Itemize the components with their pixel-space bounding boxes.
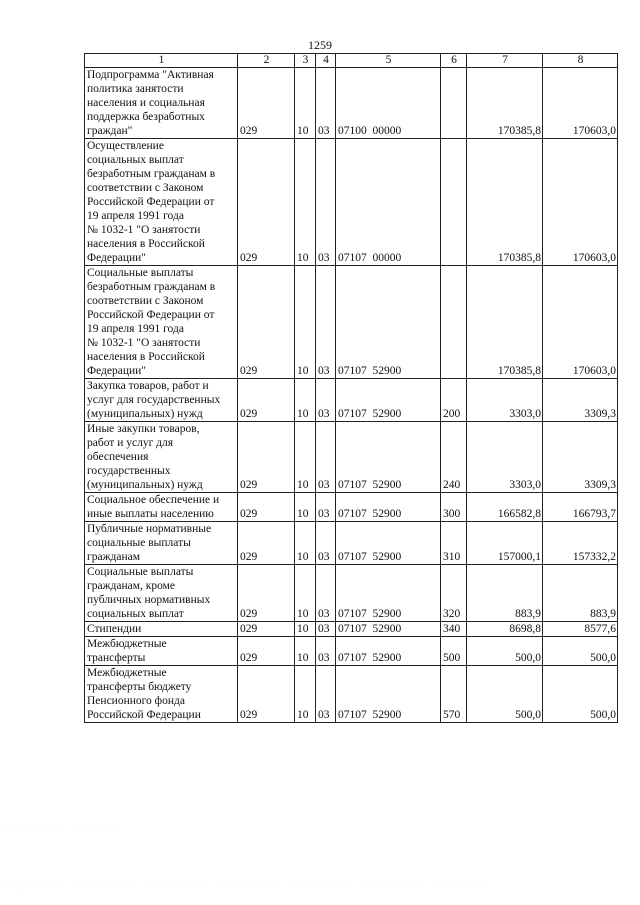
header-cell-6: 6 bbox=[441, 54, 467, 68]
amount-year1-cell: 3303,0 bbox=[467, 379, 543, 422]
target-article-cell: 07107 52900 bbox=[336, 493, 441, 522]
section-code-cell: 10 bbox=[295, 637, 316, 666]
target-article-cell: 07107 52900 bbox=[336, 522, 441, 565]
row-name-line: Подпрограмма "Активная bbox=[87, 69, 214, 81]
row-name-line: Российской Федерации от bbox=[87, 309, 215, 321]
row-name-cell bbox=[85, 379, 238, 422]
target-article-cell: 07107 52900 bbox=[336, 266, 441, 379]
ministry-code-cell: 029 bbox=[238, 139, 295, 266]
header-cell-3: 3 bbox=[295, 54, 316, 68]
row-name-line: № 1032-1 "О занятости bbox=[87, 337, 201, 349]
row-name-line: Осуществление bbox=[87, 140, 164, 152]
row-name-line: трансферты бюджету bbox=[87, 681, 192, 693]
section-code-cell: 10 bbox=[295, 68, 316, 139]
section-code-cell: 10 bbox=[295, 379, 316, 422]
subsection-code-cell: 03 bbox=[316, 379, 336, 422]
table-row bbox=[85, 379, 618, 422]
section-code-cell: 10 bbox=[295, 522, 316, 565]
row-name-line: услуг для государственных bbox=[87, 394, 221, 406]
table-row bbox=[85, 493, 618, 522]
ministry-code-cell: 029 bbox=[238, 493, 295, 522]
amount-year2-cell: 170603,0 bbox=[543, 266, 618, 379]
scan-noise-top: . . . . . . . . . . . . . . bbox=[0, 822, 122, 828]
row-name-line: Иные закупки товаров, bbox=[87, 423, 200, 435]
target-article-cell: 07107 52900 bbox=[336, 637, 441, 666]
row-name-line: политика занятости bbox=[87, 83, 184, 95]
row-name-line: Пенсионного фонда bbox=[87, 695, 185, 707]
table-row bbox=[85, 422, 618, 493]
row-name-line: Публичные нормативные bbox=[87, 523, 212, 535]
amount-year2-cell: 500,0 bbox=[543, 637, 618, 666]
amount-year1-cell: 500,0 bbox=[467, 637, 543, 666]
ministry-code-cell: 029 bbox=[238, 637, 295, 666]
row-name-cell bbox=[85, 68, 238, 139]
row-name-line: гражданам, кроме bbox=[87, 580, 176, 592]
row-name-line: соответствии с Законом bbox=[87, 295, 204, 307]
row-name-line: соответствии с Законом bbox=[87, 182, 204, 194]
row-name-line: Федерации" bbox=[87, 365, 147, 377]
subsection-code-cell: 03 bbox=[316, 68, 336, 139]
amount-year2-cell: 170603,0 bbox=[543, 68, 618, 139]
target-article-cell: 07100 00000 bbox=[336, 68, 441, 139]
subsection-code-cell: 03 bbox=[316, 637, 336, 666]
header-cell-5: 5 bbox=[336, 54, 441, 68]
amount-year2-cell: 3309,3 bbox=[543, 422, 618, 493]
row-name-cell bbox=[85, 266, 238, 379]
row-name-cell bbox=[85, 139, 238, 266]
row-name-cell bbox=[85, 666, 238, 723]
row-name-line: Российской Федерации от bbox=[87, 196, 215, 208]
amount-year1-cell: 157000,1 bbox=[467, 522, 543, 565]
expense-type-cell: 240 bbox=[441, 422, 467, 493]
header-cell-8: 8 bbox=[543, 54, 618, 68]
header-cell-7: 7 bbox=[467, 54, 543, 68]
page-number: 1259 bbox=[308, 38, 332, 52]
expense-type-cell: 500 bbox=[441, 637, 467, 666]
row-name-line: Межбюджетные bbox=[87, 667, 167, 679]
row-name-cell bbox=[85, 522, 238, 565]
row-name-line: поддержка безработных bbox=[87, 111, 205, 123]
ministry-code-cell: 029 bbox=[238, 68, 295, 139]
section-code-cell: 10 bbox=[295, 565, 316, 622]
row-name-line: Закупка товаров, работ и bbox=[87, 380, 209, 392]
row-name-line: № 1032-1 "О занятости bbox=[87, 224, 201, 236]
table-row bbox=[85, 666, 618, 723]
budget-table bbox=[84, 53, 618, 723]
amount-year1-cell: 170385,8 bbox=[467, 266, 543, 379]
row-name-line: 19 апреля 1991 года bbox=[87, 210, 184, 222]
row-name-line: Стипендии bbox=[87, 623, 142, 635]
ministry-code-cell: 029 bbox=[238, 379, 295, 422]
expense-type-cell bbox=[441, 266, 467, 379]
row-name-line: населения в Российской bbox=[87, 351, 205, 363]
row-name-line: иные выплаты населению bbox=[87, 508, 214, 520]
target-article-cell: 07107 52900 bbox=[336, 422, 441, 493]
amount-year1-cell: 500,0 bbox=[467, 666, 543, 723]
ministry-code-cell: 029 bbox=[238, 622, 295, 637]
row-name-line: (муниципальных) нужд bbox=[87, 479, 203, 491]
row-name-line: Социальные выплаты bbox=[87, 267, 194, 279]
header-row bbox=[85, 54, 618, 68]
ministry-code-cell: 029 bbox=[238, 666, 295, 723]
target-article-cell: 07107 52900 bbox=[336, 666, 441, 723]
row-name-line: населения и социальная bbox=[87, 97, 205, 109]
subsection-code-cell: 03 bbox=[316, 522, 336, 565]
row-name-line: социальные выплаты bbox=[87, 537, 191, 549]
amount-year1-cell: 166582,8 bbox=[467, 493, 543, 522]
subsection-code-cell: 03 bbox=[316, 622, 336, 637]
row-name-cell bbox=[85, 565, 238, 622]
ministry-code-cell: 029 bbox=[238, 266, 295, 379]
row-name-line: гражданам bbox=[87, 551, 141, 563]
row-name-line: трансферты bbox=[87, 652, 146, 664]
row-name-line: работ и услуг для bbox=[87, 437, 174, 449]
row-name-line: Межбюджетные bbox=[87, 638, 167, 650]
expense-type-cell: 340 bbox=[441, 622, 467, 637]
target-article-cell: 07107 52900 bbox=[336, 622, 441, 637]
table-row bbox=[85, 68, 618, 139]
amount-year1-cell: 170385,8 bbox=[467, 68, 543, 139]
target-article-cell: 07107 52900 bbox=[336, 565, 441, 622]
row-name-cell bbox=[85, 422, 238, 493]
amount-year2-cell: 170603,0 bbox=[543, 139, 618, 266]
expense-type-cell: 320 bbox=[441, 565, 467, 622]
amount-year2-cell: 8577,6 bbox=[543, 622, 618, 637]
table-row bbox=[85, 266, 618, 379]
ministry-code-cell: 029 bbox=[238, 522, 295, 565]
amount-year1-cell: 170385,8 bbox=[467, 139, 543, 266]
ministry-code-cell: 029 bbox=[238, 422, 295, 493]
target-article-cell: 07107 00000 bbox=[336, 139, 441, 266]
table-row bbox=[85, 139, 618, 266]
section-code-cell: 10 bbox=[295, 266, 316, 379]
expense-type-cell: 300 bbox=[441, 493, 467, 522]
table-row bbox=[85, 622, 618, 637]
amount-year1-cell: 3303,0 bbox=[467, 422, 543, 493]
expense-type-cell: 200 bbox=[441, 379, 467, 422]
row-name-cell bbox=[85, 493, 238, 522]
table-row bbox=[85, 637, 618, 666]
expense-type-cell: 570 bbox=[441, 666, 467, 723]
row-name-line: безработным гражданам в bbox=[87, 281, 216, 293]
section-code-cell: 10 bbox=[295, 422, 316, 493]
row-name-line: социальных выплат bbox=[87, 154, 184, 166]
subsection-code-cell: 03 bbox=[316, 493, 336, 522]
target-article-cell: 07107 52900 bbox=[336, 379, 441, 422]
row-name-line: социальных выплат bbox=[87, 608, 184, 620]
table-row bbox=[85, 565, 618, 622]
table-row bbox=[85, 522, 618, 565]
amount-year1-cell: 8698,8 bbox=[467, 622, 543, 637]
section-code-cell: 10 bbox=[295, 622, 316, 637]
scan-noise-bottom: . . , . . . . . . . . . . . . . . . . . . . . . . . . . . . . . . . . . . . . . . . . . . . . . . . . . . . . bbox=[0, 884, 491, 890]
row-name-line: граждан" bbox=[87, 125, 133, 137]
section-code-cell: 10 bbox=[295, 493, 316, 522]
row-name-cell bbox=[85, 622, 238, 637]
row-name-line: (муниципальных) нужд bbox=[87, 408, 203, 420]
section-code-cell: 10 bbox=[295, 139, 316, 266]
row-name-cell bbox=[85, 637, 238, 666]
amount-year2-cell: 3309,3 bbox=[543, 379, 618, 422]
amount-year2-cell: 883,9 bbox=[543, 565, 618, 622]
ministry-code-cell: 029 bbox=[238, 565, 295, 622]
row-name-line: Российской Федерации bbox=[87, 709, 201, 721]
row-name-line: Социальные выплаты bbox=[87, 566, 194, 578]
amount-year2-cell: 157332,2 bbox=[543, 522, 618, 565]
expense-type-cell bbox=[441, 139, 467, 266]
header-cell-4: 4 bbox=[316, 54, 336, 68]
subsection-code-cell: 03 bbox=[316, 666, 336, 723]
header-cell-2: 2 bbox=[238, 54, 295, 68]
amount-year2-cell: 500,0 bbox=[543, 666, 618, 723]
row-name-line: Социальное обеспечение и bbox=[87, 494, 220, 506]
row-name-line: 19 апреля 1991 года bbox=[87, 323, 184, 335]
subsection-code-cell: 03 bbox=[316, 139, 336, 266]
header-cell-1: 1 bbox=[85, 54, 238, 68]
row-name-line: Федерации" bbox=[87, 252, 147, 264]
subsection-code-cell: 03 bbox=[316, 266, 336, 379]
expense-type-cell bbox=[441, 68, 467, 139]
amount-year2-cell: 166793,7 bbox=[543, 493, 618, 522]
row-name-line: населения в Российской bbox=[87, 238, 205, 250]
section-code-cell: 10 bbox=[295, 666, 316, 723]
subsection-code-cell: 03 bbox=[316, 565, 336, 622]
table-body bbox=[85, 68, 618, 723]
row-name-line: безработным гражданам в bbox=[87, 168, 216, 180]
amount-year1-cell: 883,9 bbox=[467, 565, 543, 622]
row-name-line: обеспечения bbox=[87, 451, 149, 463]
expense-type-cell: 310 bbox=[441, 522, 467, 565]
row-name-line: публичных нормативных bbox=[87, 594, 211, 606]
row-name-line: государственных bbox=[87, 465, 171, 477]
subsection-code-cell: 03 bbox=[316, 422, 336, 493]
